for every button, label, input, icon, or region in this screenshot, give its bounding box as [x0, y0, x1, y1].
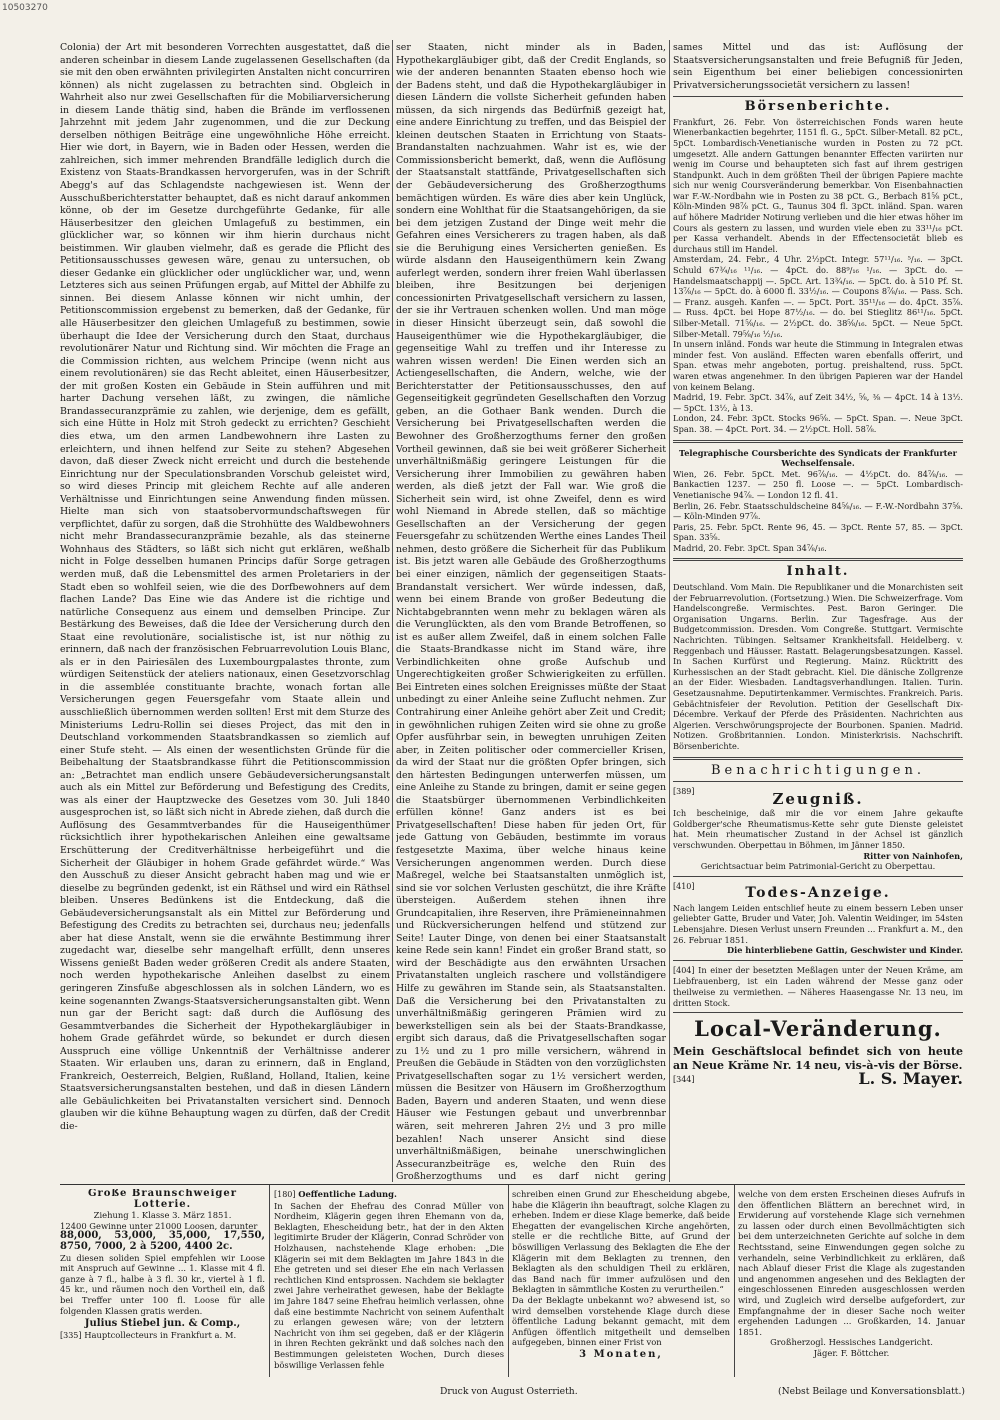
zeugnis-text: Ich bescheinige, daß mir die vor einem Jahre gekaufte Goldberger'sche Rheumatismus-Kette sehr gute Dienste geleistet hat. Mein rheumatischer Zustand in der Achsel ist gänzlich verschwunden. Oberpettau in Böhmen, im Jänner 1850.	[673, 808, 963, 850]
divider	[673, 1012, 963, 1013]
syndicat-heading: Telegraphische Coursberichte des Syndicats der Frankfurter Wechselfensale.	[679, 447, 957, 469]
column-divider	[392, 40, 393, 1182]
column-divider	[669, 40, 670, 1182]
column-1	[60, 42, 390, 1184]
ladung-heading: Oeffentliche Ladung.	[298, 1189, 397, 1199]
syndicat-wien: Wien, 26. Febr. 5pCt. Met. 96⅞/₁₆. — 4½pCt. do. 84⅞/₁₆. — Bankactien 1237. — 250 fl. Loose —. — 5pCt. Lombardisch-Venetianische 94⅞. — London 12 fl. 41.	[673, 468, 963, 500]
column-divider	[734, 1185, 735, 1377]
ladung-final	[738, 1189, 965, 1375]
column-2	[396, 42, 666, 1184]
benach-heading: Benachrichtigungen.	[710, 762, 926, 778]
boerse-london: London, 24. Febr. 3pCt. Stocks 96⅝. — 5pCt. Span. —. Neue 3pCt. Span. 38. — 4pCt. Port. 34. — 2½pCt. Holl. 58⅞.	[673, 413, 963, 434]
boerse-inland: In unsern inländ. Fonds war heute die Stimmung in Integralen etwas minder fest. Von ausländ. Effecten waren ebenfalls offerirt, und Span. etwas mehr angeboten, portug. preishaltend, russ. 5pCt. waren etwas angenehmer. In den übrigen Papieren war der Handel von keinem Belang.	[673, 339, 963, 392]
ladung-continued	[512, 1189, 730, 1375]
divider	[673, 757, 963, 760]
divider	[673, 960, 963, 961]
col1-paragraph: Colonia) der Art mit besonderen Vorrechten ausgestattet, daß die anderen scheinbar in diesem Lande zugelassenen Gesellschaften (da sie mit den oben erwähnten privilegirten Anstalten nicht concurriren können) als nicht zugelassen zu betrachten sind. Obgleich in Wahrheit also nur zwei Gesellschaften für die Mobiliarversicherung in diesem Lande thätig sind, haben die Brände im verflossenen Jahrzehnt mit jedem Jahr zugenommen, und die zur Deckung derselben nöthigen Beiträge eine ungewöhnliche Höhe erreicht. Hier wie dort, in Bayern, wie in Baden oder Hessen, werden die zahlreichen, sich immer mehrenden Brandfälle lediglich durch die Existenz von Staats-Brandkassen hervorgerufen, was in der Schrift Abegg's auf das Schlagendste nachgewiesen ist. Wenn der Ausschußberichterstatter behauptet, daß es nicht darauf ankommen könne, ob der im Gesetze durchgeführte Gedanke, für alle Häuserbesitzer den gleichen Umlagefuß zu bestimmen, ein glücklicher war, so können wir ihm hierin durchaus nicht beistimmen. Wir glauben vielmehr, daß es gerade die Pflicht des Petitionsausschusses gewesen wäre, genau zu untersuchen, ob dieser Gedanke ein glücklicher oder unglücklicher war, und, wenn Letzteres sich aus seinen Prüfungen ergab, auf Mittel der Abhilfe zu sinnen. Bei diesem Anlasse können wir nicht umhin, der Petitionscommission ergebenst zu bemerken, daß der Gedanke, für alle Häuserbesitzer den gleichen Umlagefuß zu bestimmen, sowie überhaupt die Idee der Versicherung durch den Staat, durchaus revolutionärer Natur und Richtung sind. Wir möchten die Frage an die Commission richten, aus welchem Principe (wenn nicht aus einem revolutionären) sie das Recht ableitet, einen Häuserbesitzer, der mit großen Kosten ein Gebäude in Stein aufführen und mit harter Dachung versehen läßt, zu zwingen, die nämliche Brandassecuranzprämie zu zahlen, wie derjenige, dem es gefällt, sich eine Hütte in Holz mit Stroh gedeckt zu errichten? Geschieht dies etwa, um den armen Landbewohnern ihre Lasten zu erleichtern, und ihnen helfend zur Seite zu stehen? Abgesehen davon, daß dieser Zweck nicht erreicht und durch die bestehende Einrichtung nur der Speculationsbranden Vorschub geleistet wird, so wird dieses Princip mit gleichem Rechte auf alle anderen Verhältnisse und Einrichtungen seine Anwendung finden müssen. Hielte man sich von staatsobervormundschaftswegen für verpflichtet, dafür zu sorgen, daß die Strohhütte des Waldbewohners nicht mehr Brandassecuranzprämie bezahle, als das steinerne Wohnhaus des Städters, so läßt sich nicht gut erklären, weßhalb nicht in Folge desselben humanen Princips dafür Sorge getragen werden muß, daß die Lebensmittel des armen Proletariers in der Stadt eben so wohlfeil seien, wie die des Dorfbewohners auf dem flachen Lande? Das Eine wie das Andere ist die richtige und natürliche Consequenz aus einem und demselben Principe. Zur Bestärkung des Beweises, daß die Idee der Versicherung durch den Staat eine revolutionäre, socialistische ist, ist nur nöthig zu erinnern, daß nach der französischen Februarrevolution Louis Blanc, als er in den Pairiesälen des Luxembourgpalastes thronte, zum würdigen Seitenstück der ateliers nationaux, einen Gesetzvorschlag in die assemblée constituante brachte, wonach fortan alle Versicherungen gegen Feuersgefahr vom Staate allein und ausschließlich übernommen werden sollten! Erst mit dem Sturze des Ministeriums Ledru-Rollin sei dieses Project, das mit den in Deutschland vorkommenden Staatsbrandkassen so ziemlich auf einer Stufe steht. — Als einen der wesentlichsten Gründe für die Beibehaltung der Staatsbrandkasse führt die Petitionscommission an: „Betrachtet man endlich unsere Gebäudeversicherungsanstalt auch als ein Mittel zur Beförderung und Befestigung des Credits, was als einer der Hauptzwecke des Gesetzes vom 30. Juli 1840 ausgesprochen ist, so läßt sich nicht in Abrede ziehen, daß durch die Auflösung des Gesammtverbandes für die Hauseigenthümer rücksichtlich ihrer hypothekarischen Anleihen eine gewaltsame Erschütterung der Creditverhältnisse herbeigeführt und die Sicherheit der Gläubiger in hohem Grade gefährdet würde.“ Was den Ausschuß zu dieser Ansicht gebracht haben mag und wie er dieselbe zu begründen gedenkt, ist ein Räthsel und wird ein Räthsel bleiben. Unseres Bedünkens ist die Entdeckung, daß die Gebäudeversicherungsanstalt als ein Mittel zur Beförderung und Befestigung des Credits zu betrachten sei, durchaus neu; jedenfalls aber hat diese Anstalt, wenn sie die erwähnte Bestimmung ihrer zugedacht war, dieselbe sehr mangelhaft erfüllt, denn unseres Wissens genießt Baden weder größeren Credit als andere Staaten, noch werden hypothekarische Anleihen daselbst zu einem geringeren Zinsfuße abgeschlossen als in solchen Ländern, wo es keine sogenannten Zwangs-Staatsversicherungsanstalten gibt. Wenn nun gar der Bericht sagt: daß durch die Auflösung des Gesammtverbandes die Sicherheit der Hypothekargläubiger in hohem Grade gefährdet würde, so bekundet er durch diesen Ausspruch eine völlige Unkenntniß der Verhältnisse anderer Staaten. Wir erlauben uns, daran zu erinnern, daß in England, Frankreich, Oesterreich, Belgien, Rußland, Holland, Italien, keine Staatsversicherungsanstalten bestehen, und daß in diesen Ländern alle Gebäulichkeiten bei Privatanstalten versichert sind. Dennoch glauben wir die kühne Behauptung wagen zu dürfen, daß der Credit die-	[60, 42, 390, 1133]
ad-number: [335]	[60, 1330, 82, 1340]
ad-number: [410]	[673, 881, 695, 891]
lottery-heading: Große Braunschweiger Lotterie.	[87, 1189, 238, 1210]
boerse-heading: Börsenberichte.	[744, 99, 892, 115]
messe-text: In einer der besetzten Meßlagen unter der Neuen Kräme, am Liebfrauenberg, ist ein Laden während der Messe ganz oder theilweise zu vermiethen. — Näheres Haasengasse Nr. 13 neu, im dritten Stock.	[673, 964, 963, 1008]
syndicat-paris: Paris, 25. Febr. 5pCt. Rente 96, 45. — 3pCt. Rente 57, 85. — 3pCt. Span. 33⅝.	[673, 521, 963, 543]
bottom-ads	[60, 1184, 965, 1377]
zeugnis-heading: Zeugniß.	[772, 789, 864, 808]
syndicat-berlin: Berlin, 26. Febr. Staatsschuldscheine 84⅝/₁₆. — F.-W.-Nordbahn 37⅝. — Köln-Minden 97⅞.	[673, 500, 963, 522]
inhalt-heading: Inhalt.	[786, 564, 850, 580]
page-id: 10503270	[2, 3, 48, 13]
col3-intro: sames Mittel und das ist: Auflösung der Staatsversicherungsanstalten und freie Befugniß für Jeden, sein Eigenthum bei einer beliebigen concessionirten Privatversicherungssocietät versichern zu lassen!	[673, 42, 963, 91]
inhalt-text: Deutschland. Vom Main. Die Republikaner und die Monarchisten seit der Februarrevolution. (Fortsetzung.) Wien. Die Schweizerfrage. Vom Handelscongreße. Vermischtes. Pest. Baron Geringer. Die Organisation Ungarns. Berlin. Zur Tagesfrage. Aus der Budgetcommission. Dresden. Vom Congreße. Stuttgart. Vermischte Nachrichten. Tübingen. Seltsamer Krankheitsfall. Heidelberg. v. Reggenbach und Häusser. Rastatt. Belagerungsbesatzungen. Kassel. In Sachen Kurfürst und Regierung. Mainz. Rücktritt des Kurhessischen an der Stadt gebracht. Kiel. Die dänische Zollgrenze an der Eider. Wiesbaden. Landtagsverhandlungen. Italien. Turin. Gesetzausnahme. Deputirtenkammer. Vermischtes. Frankreich. Paris. Gebächtnisfeier der Revolution. Petition der Gesellschaft Dix-Décembre. Verkauf der Pferde des Präsidenten. Nachrichten aus Algerien. Verschwörungsprojecte der Bourbonen. Spanien. Madrid. Notizen. Großbritannien. London. Ministerkrisis. Nachschrift. Börsenberichte.	[673, 582, 963, 751]
divider	[673, 876, 963, 877]
todes-text: Nach langem Leiden entschlief heute zu einem bessern Leben unser geliebter Gatte, Bruder und Vater, Joh. Valentin Weidinger, im 54sten Lebensjahre. Diesen Verlust unsern Freunden ... Frankfurt a. M., den 26. Februar 1851.	[673, 902, 963, 945]
messe-ad	[673, 965, 963, 1008]
ladung-text-4: welche von dem ersten Erscheinen dieses Aufrufs in den öffentlichen Blättern an berechnet wird, in Erwiderung auf vorstehende Klage sich vernehmen zu lassen oder durch einen Bevollmächtigten sich bei dem unterzeichneten Gerichte auf solche in dem Rechtsstand, seine Einwendungen gegen solche zu verhandeln, seine Verbindlichkeit zu erklären, daß nach Ablauf dieser Frist die Klage als zugestanden und angenommen angesehen und des Beklagten der eingeschlossenen Einreden ausgeschlossen werden wird, und Zugleich wird derselbe aufgefordert, zur Empfangnahme der in dieser Sache noch weiter ergehenden Ladungen ... Großkarden, 14. Januar 1851.	[738, 1189, 965, 1337]
zeugnis-signature: Ritter von Nainhofen,	[863, 850, 963, 861]
printer-line: Druck von August Osterrieth.	[440, 1386, 578, 1397]
divider	[673, 96, 963, 97]
local-signature: L. S. Mayer.	[858, 1069, 963, 1089]
ladung-signature-2: Jäger. F. Böttcher.	[813, 1347, 890, 1358]
ad-number: [389]	[673, 787, 695, 797]
divider	[673, 440, 963, 443]
ladung-text-3: Da der Beklagte unbekannt wo? abwesend ist, so wird demselben vorstehende Klage durch diese öffentliche Ladung bekannt gemacht, mit dem Anfügen öffentlich mitgetheilt und demselben aufgegeben, binnen einer Frist von	[512, 1294, 730, 1348]
col2-paragraph: ser Staaten, nicht minder als in Baden, Hypothekargläubiger gibt, daß der Credit Englands, so wie der anderen benannten Staaten ebenso hoch wie der Badens steht, und daß die Hypothekargläubiger in diesen Ländern die vollste Sicherheit gefunden haben müssen, da sich nirgends das Bedürfniß gezeigt hat, eine andere Einrichtung zu treffen, und das Beispiel der kleinen deutschen Staaten in Errichtung von Staats-Brandanstalten nachzuahmen. Wahr ist es, wie der Commissionsbericht bemerkt, daß, wenn die Auflösung der Staatsanstalt stattfände, Privatgesellschaften sich der Gebäudeversicherung des Großherzogthums bemächtigen würden. Es wäre dies aber kein Unglück, sondern eine Wohlthat für die Staatsangehörigen, da sie bei dem jetzigen Zustand der Dinge weit mehr die Gefahren eines Versicherers zu tragen haben, als daß sie die Beruhigung eines Versicherten genießen. Es würde alsdann den Hauseigenthümern kein Zwang auferlegt werden, sondern ihrer freien Wahl überlassen bleiben, ihre Besitzungen bei derjenigen concessionirten Privatgesellschaft versichern zu lassen, der sie ihr Vertrauen schenken wollen. Und man möge in dieser Hinsicht überzeugt sein, daß sowohl die Hauseigenthümer wie die Hypothekargläubiger, die gegenseitige Wahl zu treffen und ihr Interesse zu wahren wissen werden! Die Einen werden sich an Actiengesellschaften, die Andern, welche, wie der Berichterstatter der Petitionsausschusses, den auf Gegenseitigkeit gegründeten Gesellschaften den Vorzug geben, an die Gothaer Bank wenden. Durch die Versicherung bei Privatgesellschaften werden die Bewohner des Großherzogthums ferner den großen Vortheil gewinnen, daß sie bei weit größerer Sicherheit unverhältnißmäßig geringere Leistungen für die Versicherung ihrer Immobilien zu gewähren haben werden, als dieß jetzt der Fall war. Wie groß die Sicherheit sein wird, ist ohne Zweifel, denn es wird wohl Niemand in Abrede stellen, daß so mächtige Gesellschaften an der Versicherung der gegen Feuersgefahr zu schützenden Werthe eines Landes Theil nehmen, desto größere die Sicherheit für das Publikum ist. Bis jetzt waren alle Gebäude des Großherzogthums bei einer einzigen, nämlich der gegenseitigen Staats-Brandanstalt versichert. Wer würde indessen, daß, wenn bei einem Brande von großer Bedeutung die Nichtabgebrannten wenn mehr zu beklagen wären als die Verunglückten, als den vom Brande Betroffenen, so ist es außer allem Zweifel, daß in einem solchen Falle die Staats-Brandkasse nicht im Stand wäre, ihre Verbindlichkeiten ohne große Aufschub und Ungerechtigkeiten großer Schwierigkeiten zu erfüllen. Bei Eintreten eines solchen Ereignisses müßte der Staat unbedingt zu einer Anleihe seine Zuflucht nehmen. Zur Contrahirung einer Anleihe gehört aber Zeit und Credit; in gewöhnlichen ruhigen Zeiten wird sie ohne zu große Opfer ausführbar sein, in bewegten unruhigen Zeiten aber, in Zeiten politischer oder commercieller Krisen, da wird der Staat nur die größten Opfer bringen, sich den härtesten Bedingungen unterwerfen müssen, um eine Anleihe zu Stande zu bringen, damit er seine gegen die Staatsbürger übernommenen Verbindlichkeiten erfüllen könne! Ganz anders ist es bei Privatgesellschaften! Diese haben für jeden Ort, für jede Gattung von Gebäuden, bestimmte im voraus festgesetzte Maxima, über welche hinaus keine Versicherungen angenommen werden. Durch diese Maßregel, welche bei Staatsanstalten unmöglich ist, sind sie vor solchen Verlusten geschützt, die ihre Kräfte übersteigen. Außerdem stehen ihnen ihre Grundcapitalien, ihre Reserven, ihre Prämieneinnahmen und Rückversicherungen helfend und stützend zur Seite! Lauter Dinge, von denen bei einer Staatsanstalt keine Rede sein kann! Findet ein großer Brand statt, so wird der Beschädigte aus den erwähnten Ursachen Privatanstalten ungleich raschere und vollständigere Hilfe zu gewähren im Stande sein, als Staatsanstalten. Daß die Versicherung bei den Privatanstalten zu unverhältnißmäßig geringeren Prämien wird zu bewerkstelligen sein als bei der Staats-Brandkasse, ergibt sich daraus, daß die Privatgesellschaften sogar zu 1½ und zu 1 pro mille versichern, während in Preußen die Gebäude in Städten von den vorzüglichsten Privatgesellschaften sogar zu 1½ versichert werden, müssen die Besitzer von Häusern im Großherzogthum Baden, Bayern und anderen Staaten, und wenn diese Häuser wie Festungen gebaut und unverbrennbar wären, seit mehreren Jahren 2½ und 3 pro mille bezahlen! Nach unserer Ansicht sind diese unverhältnißmäßigen, beinahe unerschwinglichen Assecuranzbeiträge es, welche den Ruin des Großherzogthums und es darf nicht gering	[396, 42, 666, 1183]
column-3	[673, 42, 963, 1184]
ladung-text: In Sachen der Ehefrau des Conrad Müller von Nordheim, Klägerin gegen ihren Ehemann von da, Beklagten, Ehescheidung betr., hat der in den Akten legitimirte Bruder der Klägerin, Conrad Schröder von Holzhausen, nachstehende Klage erhoben: „Die Klägerin sei mit dem Beklagten im Jahre 1843 in die Ehe getreten und sei dieser Ehe ein nach Verlassen rechtlichen Kind entsprossen. Nachdem sie beklagter zwei Jahre verheirathet gewesen, habe der Beklagte im Jahre 1847 seine Ehefrau heimlich verlassen, ohne daß eine bestimmte Nachricht von seinem Aufenthalt zu erlangen gewesen wäre; von der letztern Nachricht von ihm sei gegeben, daß er der Klägerin in ihren Rechten gekränkt und daß solches nach den Bestimmungen geleisteten Wochen, Durch dieses böswillige Verlassen fehle	[274, 1200, 504, 1370]
lottery-ad	[60, 1189, 265, 1375]
lottery-line-1: Ziehung 1. Klasse 3. März 1851.	[93, 1210, 232, 1221]
lottery-line-2: 12400 Gewinne unter 21000 Loosen, darunter	[60, 1220, 258, 1231]
ladung-ad	[274, 1189, 504, 1375]
todes-signature: Die hinterbliebene Gattin, Geschwister und Kinder.	[727, 945, 963, 956]
lottery-prizes: 88,000, 53,000, 35,000, 17,550, 8750, 7000, 2 à 5200, 4400 2c.	[60, 1230, 265, 1252]
ad-number: [404]	[673, 965, 695, 975]
syndicat-madrid: Madrid, 20. Febr. 3pCt. Span 34⅞/₁₆.	[673, 542, 827, 553]
lottery-signature-2: Hauptcollecteurs in Frankfurt a. M.	[84, 1329, 237, 1340]
ad-number: [180]	[274, 1190, 296, 1199]
footer	[60, 1386, 965, 1404]
boerse-madrid: Madrid, 19. Febr. 3pCt. 34⅞, auf Zeit 34½, ⅝, ⅜ — 4pCt. 14 à 13½. — 5pCt. 13½, à 13.	[673, 392, 963, 413]
ladung-signature: Großherzogl. Hessisches Landgericht.	[770, 1337, 933, 1348]
local-heading: Local-Veränderung.	[694, 1016, 942, 1042]
todes-heading: Todes-Anzeige.	[745, 885, 891, 902]
ladung-frist: 3 Monaten,	[579, 1348, 663, 1360]
zeugnis-signature-2: Gerichtsactuar beim Patrimonial-Gericht zu Oberpettau.	[700, 861, 936, 872]
local-text: Mein Geschäftslocal befindet sich von heute an Neue Kräme Nr. 14 neu, vis-à-vis der Börse.	[673, 1045, 963, 1073]
divider	[673, 781, 963, 782]
column-divider	[508, 1185, 509, 1377]
boerse-frankfurt: Frankfurt, 26. Febr. Von österreichischen Fonds waren heute Wienerbankactien begehrter, 1151 fl. G., 5pCt. Silber-Metall. 82 pCt., 5pCt. Lombardisch-Venetianische wurden in Posten zu 72 pCt. umgesetzt. Alle andern Gattungen benannter Effecten variirten nur wenig im Course und behaupteten sich fast auf ihrem gestrigen Standpunkt. Auch in dem größten Theil der übrigen Papiere machte sich nur wenig Coursveränderung bemerkbar. Von Eisenbahnactien war F.-W.-Nordbahn wie in Posten zu 38 pCt. G., Berbach 81⅝ pCt., Köln-Minden 98⅞ pCt. G., Taunus 304 fl. 3pCt. inländ. Span. waren auf höhere Madrider Notirung verlieben und die hier etwas höher im Cours als gestern zu lassen, und wurden viele eben zu 33¹¹/₁₆ pCt. per Kassa verhandelt. Abends in der Effectensocietät blieb es durchaus still im Handel.	[673, 116, 963, 254]
ad-number: [344]	[673, 1075, 695, 1085]
lottery-text: Zu diesen soliden Spiel empfehlen wir Loose mit Anspruch auf Gewinne ... 1. Klasse mit 4 fl. ganze à 7 fl., halbe à 3 fl. 30 kr., viertel à 1 fl. 45 kr., und räumen noch den Vortheil ein, daß bei Treffer unter 100 fl. Loose für alle folgenden Klassen gratis werden.	[60, 1252, 265, 1316]
column-divider	[269, 1185, 270, 1377]
lottery-signature: Julius Stiebel jun. & Comp.,	[84, 1318, 241, 1330]
divider	[673, 558, 963, 561]
ladung-text-2: schreiben einen Grund zur Ehescheidung abgebe, habe die Klägerin ihn beauftragt, solche Klagen zu erheben. Indem er diese Klage bemerke, daß beide Ehegatten der evangelischen Kirche angehörten, stelle er die rechtliche Bitte, auf Grund der böswilligen Verlassung des Beklagten die Ehe der Klägerin mit dem Beklagten zu trennen, den Beklagten als den schuldigen Theil zu erklären, das Band nach für immer aufzulösen und den Beklagten in sämmtliche Kosten zu verurtheilen.“	[512, 1189, 730, 1295]
beilage-note: (Nebst Beilage und Konversationsblatt.)	[778, 1386, 965, 1397]
boerse-amsterdam: Amsterdam, 24. Febr., 4 Uhr. 2½pCt. Integr. 57¹¹/₁₆. ⁵/₁₆. — 3pCt. Schuld 67¾/₁₆ ¹¹/₁₆. — 4pCt. do. 88⁹/₁₆ ¹/₁₆. — 3pCt. do. — Handelsmaatschappij —. 5pCt. Art. 13¾/₁₆. — 5pCt. do. à 510 Pf. St. 13⅞/₁₆ — 5pCt. do. à 6000 fl. 33½/₁₆. — Coupons 8⅞/₁₆. — Pass. Sch. — Franz. ausgeh. Kanfen —. — 5pCt. Port. 35¹¹/₁₆ — do. 4pCt. 35⅞. — Russ. 4pCt. bei Hope 87½/₁₆. — do. bei Stieglitz 86¹¹/₁₆. 5pCt. Silber-Metall. 71⅝/₁₆. — 2½pCt. do. 38⅝/₁₆. 5pCt. — Neue 5pCt. Silber-Metall. 79⅝/₁₆ ½/₁₆.	[673, 254, 963, 339]
